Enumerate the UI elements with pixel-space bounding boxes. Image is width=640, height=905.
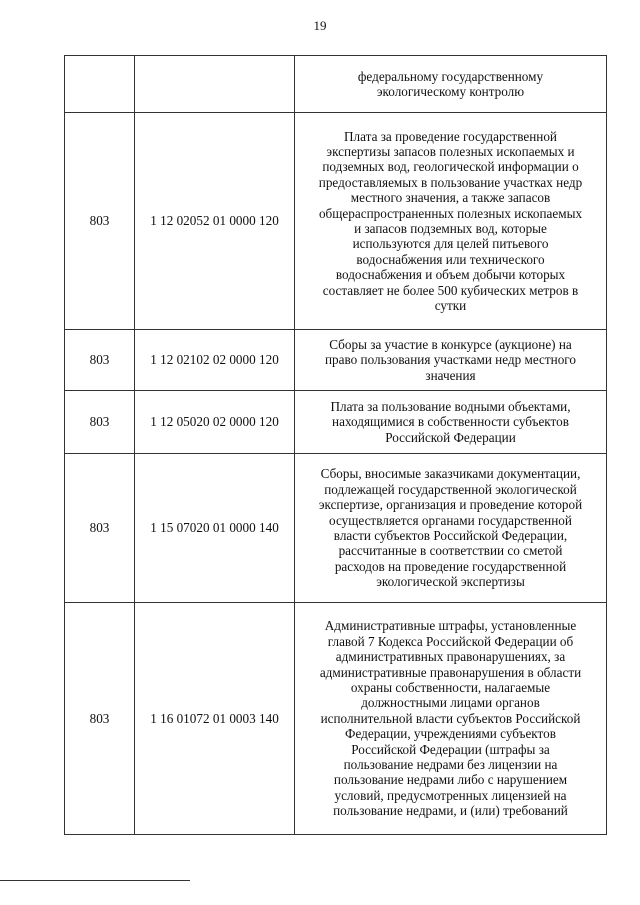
description-line: главой 7 Кодекса Российской Федерации об — [327, 633, 574, 649]
description-line: местного значения, а также запасов — [350, 190, 551, 206]
description-line: сутки — [434, 298, 467, 314]
page-number: 19 — [313, 18, 327, 33]
description-line: охраны собственности, налагаемые — [350, 679, 551, 695]
table-row — [65, 603, 607, 835]
description-line: исполнительной власти субъектов Российской — [320, 710, 581, 726]
description-line: подлежащей государственной экологической — [324, 481, 577, 497]
description-line: экологической экспертизы — [376, 574, 525, 590]
table-row — [65, 113, 607, 330]
admin-code-cell: 803 — [65, 113, 135, 330]
description-line: Российской Федерации (штрафы за — [351, 741, 550, 757]
description-line: значения — [425, 367, 476, 383]
admin-code-cell: 803 — [65, 454, 135, 603]
description-line: пользование недрами либо с нарушением — [333, 772, 568, 788]
description-line: Федерации, учреждениями субъектов — [345, 726, 556, 742]
kbk-code-cell: 1 12 02052 01 0000 120 — [135, 113, 295, 330]
kbk-code-cell — [135, 56, 295, 113]
description-line: должностными лицами органов — [361, 695, 540, 711]
description-line: подземных вод, геологической информации о — [322, 159, 579, 175]
description-line: власти субъектов Российской Федерации, — [333, 528, 568, 543]
table-row — [65, 56, 607, 113]
description-line: экспертизе, организация и проведение которой — [318, 497, 583, 513]
description-line: Сборы за участие в конкурсе (аукционе) на — [329, 336, 572, 352]
revenue-codes-table — [64, 55, 607, 835]
description-cell — [295, 454, 607, 603]
description-line: Плата за пользование водными объектами, — [330, 398, 571, 414]
description-line: административные правонарушения в области — [319, 664, 582, 680]
description-line: расходов на проведение государственной — [334, 558, 567, 574]
description-cell — [295, 603, 607, 835]
description-line: федеральному государственному — [357, 68, 544, 84]
description-line: составляет не более 500 кубических метров в — [322, 282, 579, 298]
description-cell — [295, 56, 607, 113]
admin-code-cell: 803 — [65, 603, 135, 835]
description-line: Плата за проведение государственной — [344, 128, 557, 144]
table-row — [65, 454, 607, 603]
kbk-code-cell: 1 16 01072 01 0003 140 — [135, 603, 295, 835]
footnote-separator — [0, 880, 190, 881]
description-line: Российской Федерации — [385, 429, 516, 445]
description-line: право пользования участками недр местного — [325, 352, 576, 368]
description-line: административных правонарушениях, за — [335, 649, 566, 665]
description-line: водоснабжения или технического — [356, 251, 545, 267]
table-row — [65, 330, 607, 391]
description-line: и запасов подземных вод, которые — [354, 221, 547, 236]
description-line: пользование недрами без лицензии на — [343, 757, 558, 773]
description-line: водоснабжения и объем добычи которых — [335, 267, 566, 283]
description-line: общераспространенных полезных ископаемых — [318, 205, 583, 221]
kbk-code-cell: 1 15 07020 01 0000 140 — [135, 454, 295, 603]
admin-code-cell: 803 — [65, 330, 135, 391]
kbk-code-cell: 1 12 05020 02 0000 120 — [135, 391, 295, 454]
description-cell — [295, 113, 607, 330]
description-cell — [295, 330, 607, 391]
description-cell — [295, 391, 607, 454]
admin-code-cell: 803 — [65, 391, 135, 454]
description-line: условий, предусмотренных лицензией на — [334, 787, 567, 803]
description-line: Сборы, вносимые заказчиками документации, — [320, 466, 581, 482]
description-line: находящимися в собственности субъектов — [332, 414, 569, 430]
description-line: используются для целей питьевого — [352, 236, 549, 252]
kbk-code-cell: 1 12 02102 02 0000 120 — [135, 330, 295, 391]
table-row — [65, 391, 607, 454]
description-line: экологическому контролю — [376, 84, 525, 99]
admin-code-cell — [65, 56, 135, 113]
description-line: осуществляется органами государственной — [329, 512, 572, 528]
description-line: предоставляемых в пользование участках недр — [318, 174, 583, 190]
description-line: пользование недрами, и (или) требований — [333, 803, 568, 819]
description-line: экспертизы запасов полезных ископаемых и — [326, 143, 575, 159]
description-line: Административные штрафы, установленные — [324, 618, 577, 634]
description-line: рассчитанные в соответствии со сметой — [338, 543, 563, 559]
